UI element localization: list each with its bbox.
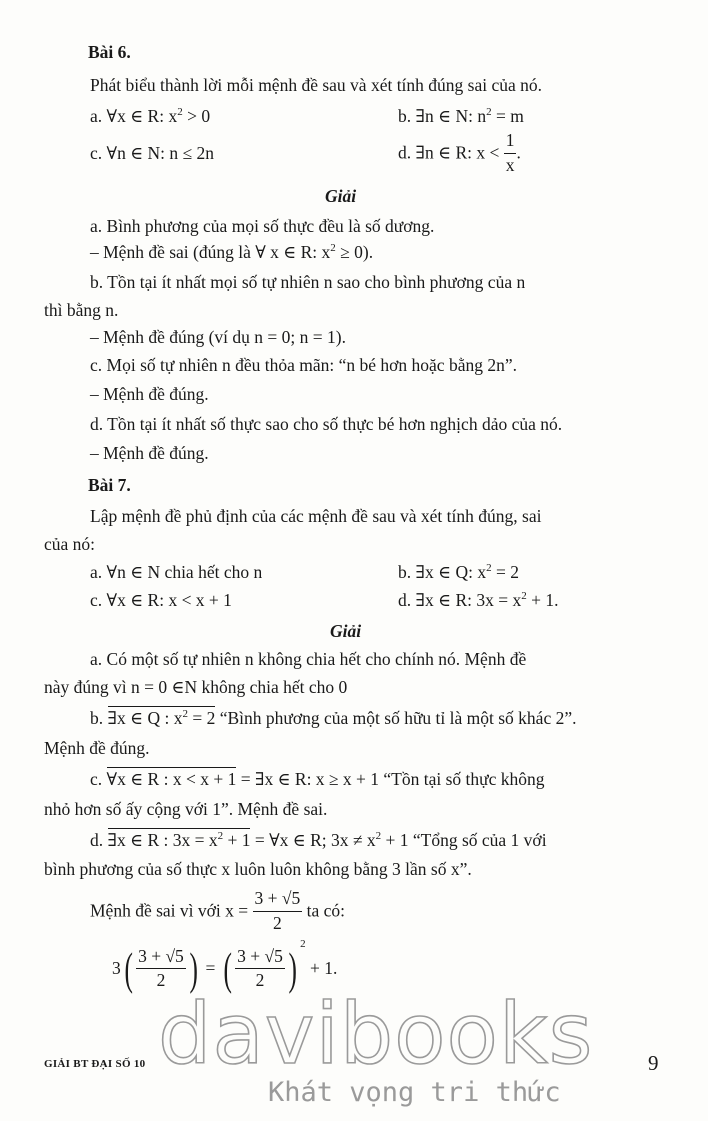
page-number: 9 bbox=[648, 1051, 659, 1075]
bai6-sol-2: – Mệnh đề sai (đúng là ∀ x ∈ R: $x^2 \ge 0$). bbox=[90, 242, 374, 262]
bai6-d-fraction: $\frac{1}{x}$ bbox=[505, 130, 515, 175]
bai7-sol-9: Mệnh đề sai vì với x = $\frac{3 + √5}{2}$ ta có: bbox=[90, 888, 346, 933]
bai7-sol-2: này đúng vì n = 0 ∈N không chia hết cho 0 bbox=[44, 677, 348, 697]
bai6-sol-8: d. Tồn tại ít nhất số thực sao cho số thực bé hơn nghịch dảo của nó. bbox=[90, 414, 563, 434]
bai6-sol-5: – Mệnh đề đúng (ví dụ n = 0; n = 1). bbox=[90, 327, 346, 347]
bai7-sol-4: Mệnh đề đúng. bbox=[44, 738, 150, 758]
bai7-sol-1: a. Có một số tự nhiên n không chia hết cho chính nó. Mệnh đề bbox=[90, 649, 527, 669]
bai7-item-d: d. ∃x ∈ R: $3x = x^2 + 1$. bbox=[398, 590, 559, 610]
bai6-item-d: d. ∃n ∈ R: x < $\frac{1}{x}$ . bbox=[398, 130, 521, 175]
bai6-sol-1: a. Bình phương của mọi số thực đều là số dương. bbox=[90, 216, 435, 236]
bai7-item-b: b. ∃x ∈ Q: $x^2 = 2$ bbox=[398, 562, 519, 582]
bai7-sol-6: nhỏ hơn số ấy cộng với 1”. Mệnh đề sai. bbox=[44, 799, 328, 819]
watermark-brand: davibooks bbox=[158, 985, 594, 1083]
bai7-prompt-1: Lập mệnh đề phủ định của các mệnh đề sau và xét tính đúng, sai bbox=[90, 506, 542, 526]
negation-bar: ∃x ∈ R : $3x = x^2 + 1$ bbox=[107, 830, 251, 850]
bai7-sol-3: b. ∃x ∈ Q : $x^2 = 2$ “Bình phương của một số hữu tỉ là một số khác 2”. bbox=[90, 708, 577, 728]
verification-equation: 3( $\frac{3 + √5}{2}$ ) = ( $\frac{3 + √5}{2}$ ) $^2$ + 1. bbox=[112, 938, 338, 994]
bai6-item-b: b. ∃n ∈ N: $n^2 = m$ bbox=[398, 106, 524, 126]
bai6-item-a: a. ∀x ∈ R: $x^2 > 0$ bbox=[90, 106, 211, 126]
footer-book-title: GIẢI BT ĐẠI SỐ 10 bbox=[44, 1058, 146, 1070]
bai7-giai-heading: Giải bbox=[330, 621, 362, 641]
bai7-prompt-2: của nó: bbox=[44, 534, 96, 554]
bai6-sol-7: – Mệnh đề đúng. bbox=[90, 384, 209, 404]
bai7-item-a: a. ∀n ∈ N chia hết cho n bbox=[90, 562, 263, 582]
bai6-giai-heading: Giải bbox=[325, 186, 357, 206]
bai6-sol-6: c. Mọi số tự nhiên n đều thỏa mãn: “n bé hơn hoặc bằng 2n”. bbox=[90, 355, 517, 375]
bai6-sol-4: thì bằng n. bbox=[44, 300, 119, 320]
bai6-sol-9: – Mệnh đề đúng. bbox=[90, 443, 209, 463]
negation-bar: ∃x ∈ Q : $x^2 = 2$ bbox=[107, 708, 216, 728]
x-value-fraction: $\frac{3 + √5}{2}$ bbox=[254, 888, 301, 933]
bai6-item-c: c. ∀n ∈ N: n ≤ 2n bbox=[90, 143, 215, 163]
negation-bar: ∀x ∈ R : x < x + 1 bbox=[106, 769, 237, 789]
bai6-prompt: Phát biểu thành lời mỗi mệnh đề sau và xét tính đúng sai của nó. bbox=[90, 75, 543, 95]
watermark-slogan: Khát vọng tri thức bbox=[268, 1077, 561, 1108]
bai7-sol-7: d. ∃x ∈ R : $3x = x^2 + 1$ = ∀x ∈ R; $3x \ne x^2 + 1$ “Tổng số của 1 với bbox=[90, 830, 547, 850]
bai6-title: Bài 6. bbox=[88, 42, 131, 62]
bai6-sol-3: b. Tồn tại ít nhất mọi số tự nhiên n sao cho bình phương của n bbox=[90, 272, 526, 292]
bai7-sol-8: bình phương của số thực x luôn luôn không bằng 3 lần số x”. bbox=[44, 859, 472, 879]
bai7-title: Bài 7. bbox=[88, 475, 131, 495]
bai7-item-c: c. ∀x ∈ R: x < x + 1 bbox=[90, 590, 232, 610]
bai7-sol-5: c. ∀x ∈ R : x < x + 1 = ∃x ∈ R: x ≥ x + 1 “Tồn tại số thực không bbox=[90, 769, 545, 789]
